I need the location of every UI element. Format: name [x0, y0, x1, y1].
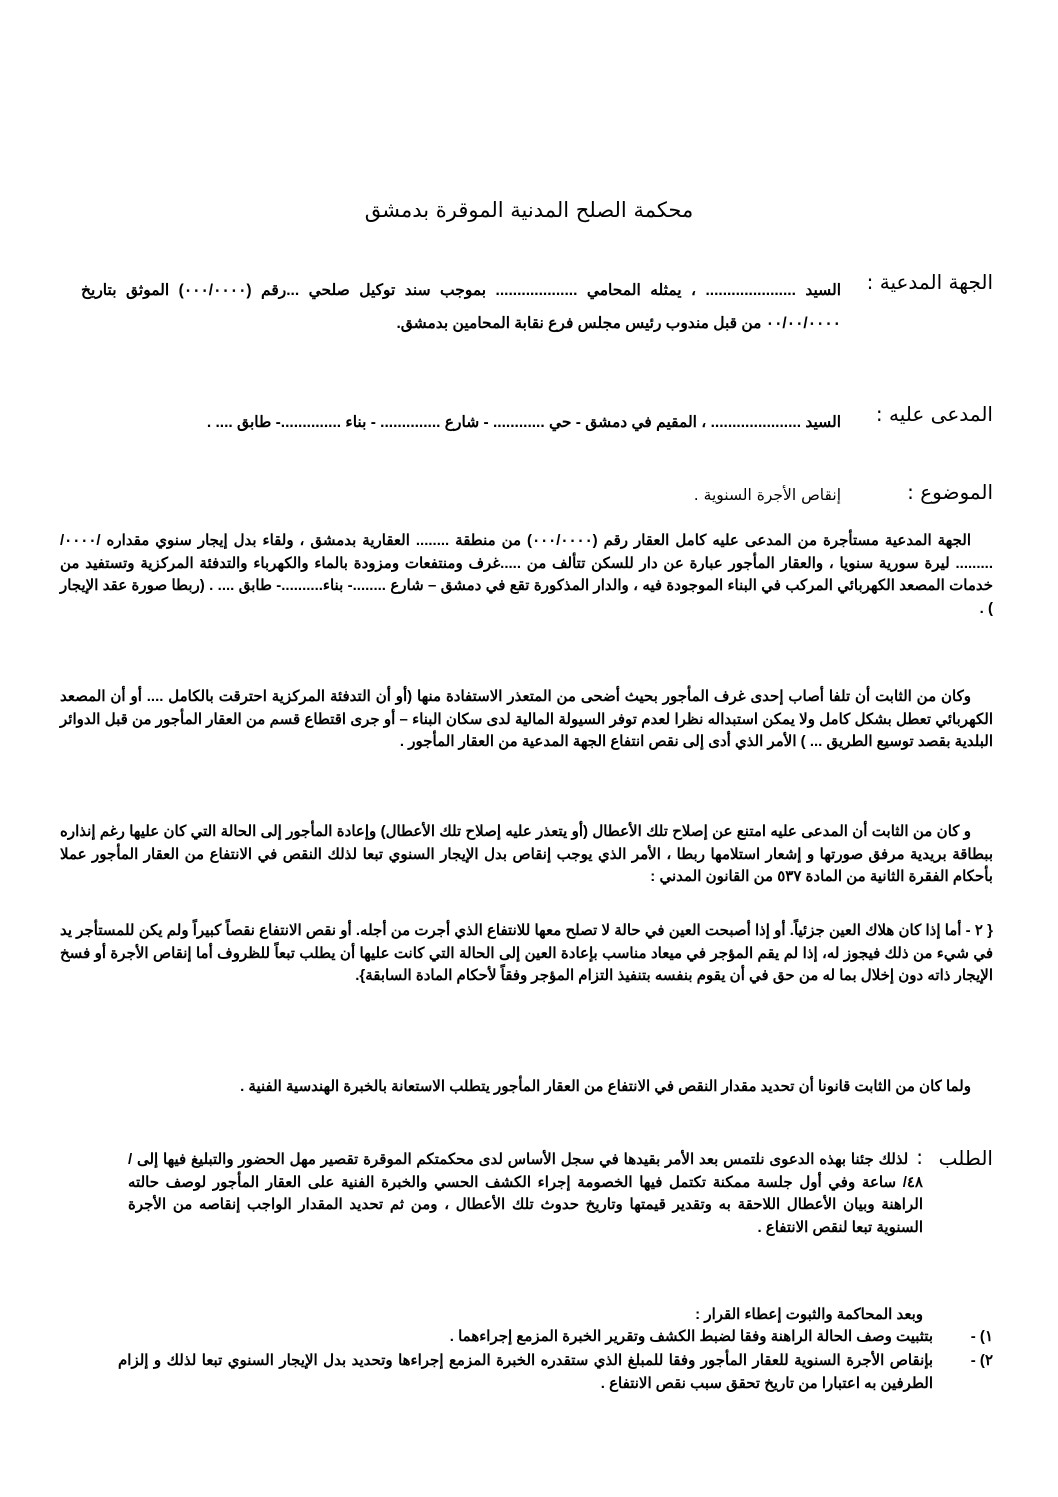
request-text-block: [128, 1146, 923, 1239]
list-item-text: بتثبيت وصف الحالة الراهنة وفقا لضبط الكشف وتقرير الخبرة المزمع إجراءهما .: [449, 1328, 933, 1345]
after-trial-line: وبعد المحاكمة والثبوت إعطاء القرار :: [695, 1306, 923, 1323]
request-text: لذلك جئنا بهذه الدعوى نلتمس بعد الأمر بقيدها في سجل الأساس لدى محكمتكم الموقرة تقصير مهل الحضور والتبليغ فيها إلى /٤٨/ ساعة وفي أول جلسة ممكنة تكتمل فيها الخصومة إجراء الكشف الحسي والخبرة الفنية على العقار المأجور لوصف حالته الراهنة وبيان الأعطال اللاحقة به وتقدير قيمتها وتاريخ حدوث تلك الأعطال ، ومن ثم تحديد المقدار الواجب إنقاصه من الأجرة السنوية تبعا لنقص الانتفاع .: [128, 1151, 923, 1236]
paragraph-damage: وكان من الثابت أن تلفا أصاب إحدى غرف المأجور بحيث أضحى من المتعذر الاستفادة منها (أو أن التدفئة المركزية احترقت بالكامل .... أو أن المصعد الكهربائي تعطل بشكل كامل ولا يمكن استبداله نظرا لعدم توفر السيولة المالية لدى سكان البناء – أو جرى اقتطاع قسم من العقار المأجور من قبل الدوائر البلدية بقصد توسيع الطريق ... ) الأمر الذي أدى إلى نقص انتفاع الجهة المدعية من العقار المأجور .: [60, 688, 993, 750]
subject-section: [58, 480, 993, 520]
subject-label: الموضوع :: [907, 480, 993, 504]
plaintiff-section: [58, 270, 993, 400]
defendant-text: السيد ..................... ، المقيم في دمشق - حي ............ - شارع .............. - بناء ..............- طابق .... .: [206, 414, 841, 431]
list-item-text: بإنقاص الأجرة السنوية للعقار المأجور وفقا للمبلغ الذي ستقدره الخبرة المزمع إجراءها وتحديد بدل الإيجار السنوي تبعا لذلك و إلزام الطرفين به اعتبارا من تاريخ تحقق سبب نقص الانتفاع .: [118, 1352, 933, 1392]
plaintiff-label: الجهة المدعية :: [866, 270, 993, 294]
defendant-section: [58, 402, 993, 472]
request-label: الطلب: [938, 1146, 993, 1170]
request-colon: :: [916, 1145, 923, 1169]
paragraph-refusal: و كان من الثابت أن المدعى عليه امتنع عن إصلاح تلك الأعطال (أو يتعذر عليه إصلاح تلك الأعطال) وإعادة المأجور إلى الحالة التي كان عليها رغم إنذاره ببطاقة بريدية مرفق صورتها و إشعار استلامها ربطا ، الأمر الذي يوجب إنقاص بدل الإيجار السنوي تبعا لذلك النقص في الانتفاع من العقار المأجور عملا بأحكام الفقرة الثانية من المادة ٥٣٧ من القانون المدني :: [60, 823, 993, 885]
defendant-label: المدعى عليه :: [875, 402, 993, 426]
paragraph-expertise: ولما كان من الثابت قانونا أن تحديد مقدار النقص في الانتفاع من العقار المأجور يتطلب الاستعانة بالخبرة الهندسية الفنية .: [240, 1078, 971, 1095]
list-item-number: ٢) -: [970, 1352, 993, 1369]
court-title: محكمة الصلح المدنية الموقرة بدمشق: [364, 198, 694, 222]
plaintiff-text: السيد ..................... ، يمثله المحامي ................... بموجب سند توكيل صلحي ...رقم (٠٠٠/٠٠٠٠) الموثق بتاريخ ٠٠/٠٠/٠٠٠٠ من قبل مندوب رئيس مجلس فرع نقابة المحامين بدمشق.: [81, 282, 842, 332]
legal-quote: { ٢ - أما إذا كان هلاك العين جزئياً. أو إذا أصبحت العين في حالة لا تصلح معها للانتفاع الذي أجرت من أجله. أو نقص الانتفاع نقصاً كبيراً ولم يكن للمستأجر يد في شيء من ذلك فيجوز له، إذا لم يقم المؤجر في ميعاد مناسب بإعادة العين إلى الحالة التي كانت عليها أن يطلب تبعاً للظروف أما إنقاص الأجرة أو فسخ الإيجار ذاته دون إخلال بما له من حق في أن يقوم بنفسه بتنفيذ التزام المؤجر وفقاً لأحكام المادة السابقة}.: [60, 922, 993, 984]
paragraph-lease: الجهة المدعية مستأجرة من المدعى عليه كامل العقار رقم (٠٠٠/٠٠٠٠) من منطقة ........ العقارية بدمشق ، ولقاء بدل إيجار سنوي مقداره /٠٠٠٠/ ......... ليرة سورية سنويا ، والعقار المأجور عبارة عن دار للسكن تتألف من .....غرف ومنتفعات ومزودة بالماء والكهرباء والتدفئة المركزية وتستفيد من خدمات المصعد الكهربائي المركب في البناء الموجودة فيه ، والدار المذكورة تقع في دمشق – شارع ........- بناء..........- طابق .... . (ربطا صورة عقد الإيجار ) .: [60, 532, 993, 617]
subject-text: إنقاص الأجرة السنوية .: [693, 486, 841, 504]
list-item-number: ١) -: [970, 1328, 993, 1345]
